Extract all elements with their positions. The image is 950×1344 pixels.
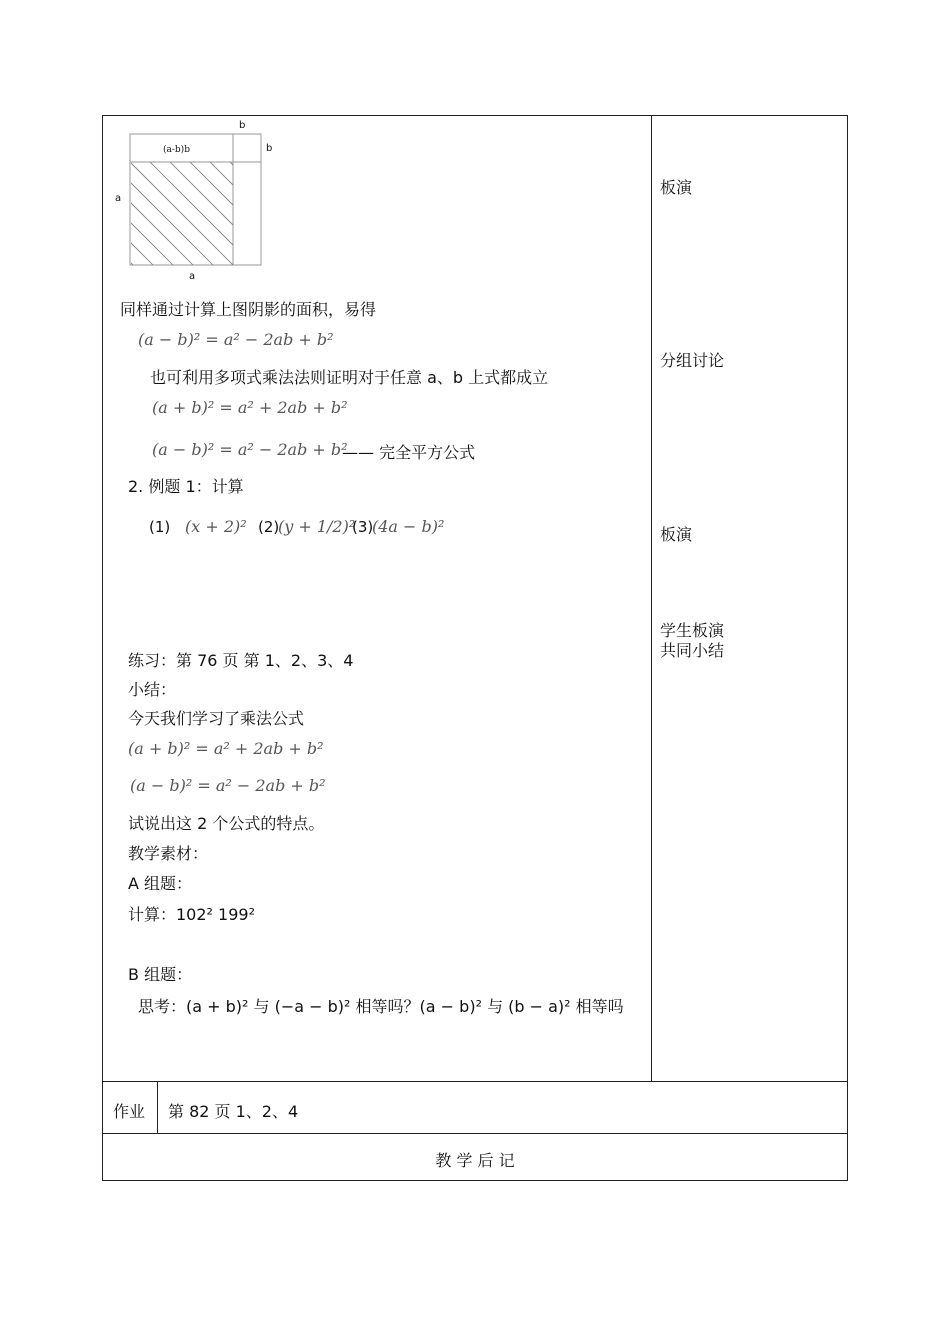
label-ab: (a-b)b: [163, 145, 190, 155]
practice: 练习：第 76 页 第 1、2、3、4: [128, 651, 354, 670]
label-a-left: a: [115, 193, 122, 204]
label-b-top: b: [239, 120, 246, 131]
text-proof: 也可利用多项式乘法法则证明对于任意 a、b 上式都成立: [150, 368, 549, 387]
think-question: 思考：(a + b)² 与 (−a − b)² 相等吗？(a − b)² 与 (b − a)² 相等吗: [138, 997, 624, 1016]
homework-label-divider: [157, 1081, 158, 1134]
example-title: 2. 例题 1：计算: [128, 477, 244, 496]
column-divider: [651, 115, 652, 1082]
text-today: 今天我们学习了乘法公式: [128, 709, 305, 728]
formula-a-minus-b: (a − b)² = a² − 2ab + b²: [138, 330, 334, 349]
label-a-bottom: a: [189, 271, 196, 282]
table-top-border: [102, 115, 848, 116]
table-bottom-border: [102, 1180, 848, 1181]
side-note-summary: 共同小结: [660, 641, 725, 660]
summary-formula-2: (a − b)² = a² − 2ab + b²: [130, 776, 326, 795]
homework-label: 作业: [113, 1102, 146, 1121]
text-shaded-area: 同样通过计算上图阴影的面积，易得: [120, 300, 377, 319]
homework-content: 第 82 页 1、2、4: [168, 1102, 299, 1121]
row-divider-homework: [102, 1081, 848, 1082]
example-3: (4a − b)²: [372, 517, 445, 536]
formula-a-plus-b: (a + b)² = a² + 2ab + b²: [152, 398, 348, 417]
row-divider-footer: [102, 1133, 848, 1134]
group-b-heading: B 组题：: [128, 965, 193, 984]
side-note-discussion: 分组讨论: [660, 351, 725, 370]
formula-a-minus-b-2: (a − b)² = a² − 2ab + b²: [152, 440, 348, 459]
text-perfect-square: —— 完全平方公式: [342, 443, 476, 462]
material-heading: 教学素材：: [128, 844, 209, 863]
summary-heading: 小结：: [128, 680, 177, 699]
table-right-border: [847, 115, 848, 1181]
example-1: (x + 2)²: [185, 517, 247, 536]
example-1-label: (1): [149, 518, 171, 536]
group-a-heading: A 组题：: [128, 874, 193, 893]
outer-square: [130, 134, 261, 265]
text-features: 试说出这 2 个公式的特点。: [128, 814, 325, 833]
side-note-board-2: 板演: [660, 525, 693, 544]
calc-line: 计算：102² 199²: [128, 905, 255, 924]
footer-title: 教 学 后 记: [435, 1151, 515, 1170]
summary-formula-1: (a + b)² = a² + 2ab + b²: [128, 739, 324, 758]
example-2-label: (2): [258, 518, 280, 536]
example-3-label: (3): [352, 518, 374, 536]
example-2: (y + 1/2)²: [278, 517, 356, 536]
table-left-border: [102, 115, 103, 1181]
side-note-student-board: 学生板演: [660, 621, 725, 640]
label-b-right: b: [266, 143, 273, 154]
hatch-lines: [110, 162, 290, 265]
area-diagram: [110, 118, 290, 288]
side-note-board-1: 板演: [660, 178, 693, 197]
